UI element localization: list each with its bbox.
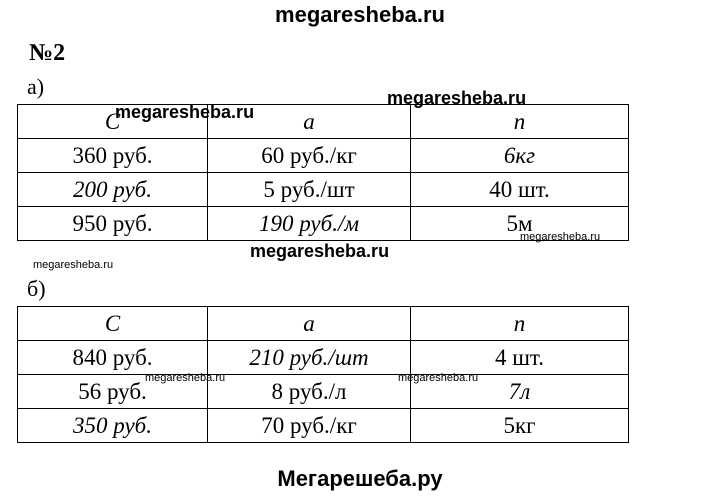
cell-n: 5кг — [411, 409, 629, 443]
table-part-a — [17, 104, 629, 241]
watermark-inline: megaresheba.ru — [398, 372, 479, 384]
cell-c: 360 руб. — [18, 139, 208, 173]
cell-n: 7л — [411, 375, 629, 409]
cell-a: 190 руб./м — [208, 207, 411, 241]
cell-c: 840 руб. — [18, 341, 208, 375]
header-cell-a: a — [208, 307, 411, 341]
table-header-row — [18, 105, 629, 139]
watermark-inline: megaresheba.ru — [250, 241, 390, 261]
cell-a: 8 руб./л — [208, 375, 411, 409]
cell-c: 200 руб. — [18, 173, 208, 207]
cell-a: 210 руб./шт — [208, 341, 411, 375]
watermark-inline: megaresheba.ru — [33, 259, 114, 271]
part-b-label: б) — [27, 276, 46, 301]
watermark-inline: megaresheba.ru — [520, 231, 601, 243]
watermark-inline: megaresheba.ru — [145, 372, 226, 384]
cell-c: 950 руб. — [18, 207, 208, 241]
watermark-inline: megaresheba.ru — [115, 102, 255, 122]
watermark-bottom: Мегарешеба.ру — [277, 466, 443, 491]
cell-c: 350 руб. — [18, 409, 208, 443]
watermark-top: megaresheba.ru — [275, 2, 445, 27]
header-cell-c: C — [18, 105, 208, 139]
cell-a: 60 руб./кг — [208, 139, 411, 173]
header-cell-c: C — [18, 307, 208, 341]
header-cell-n: n — [411, 105, 629, 139]
task-number: №2 — [29, 40, 66, 66]
cell-a: 70 руб./кг — [208, 409, 411, 443]
cell-n: 5м — [411, 207, 629, 241]
cell-c: 56 руб. — [18, 375, 208, 409]
part-a-label: а) — [27, 74, 45, 99]
cell-n: 40 шт. — [411, 173, 629, 207]
header-cell-n: n — [411, 307, 629, 341]
watermark-inline: megaresheba.ru — [387, 88, 527, 108]
cell-n: 6кг — [411, 139, 629, 173]
table-row — [18, 173, 629, 207]
cell-n: 4 шт. — [411, 341, 629, 375]
table-row — [18, 139, 629, 173]
header-cell-a: a — [208, 105, 411, 139]
table-row — [18, 341, 629, 375]
cell-a: 5 руб./шт — [208, 173, 411, 207]
table-row — [18, 409, 629, 443]
table-row — [18, 375, 629, 409]
table-part-b — [17, 306, 629, 443]
table-header-row — [18, 307, 629, 341]
